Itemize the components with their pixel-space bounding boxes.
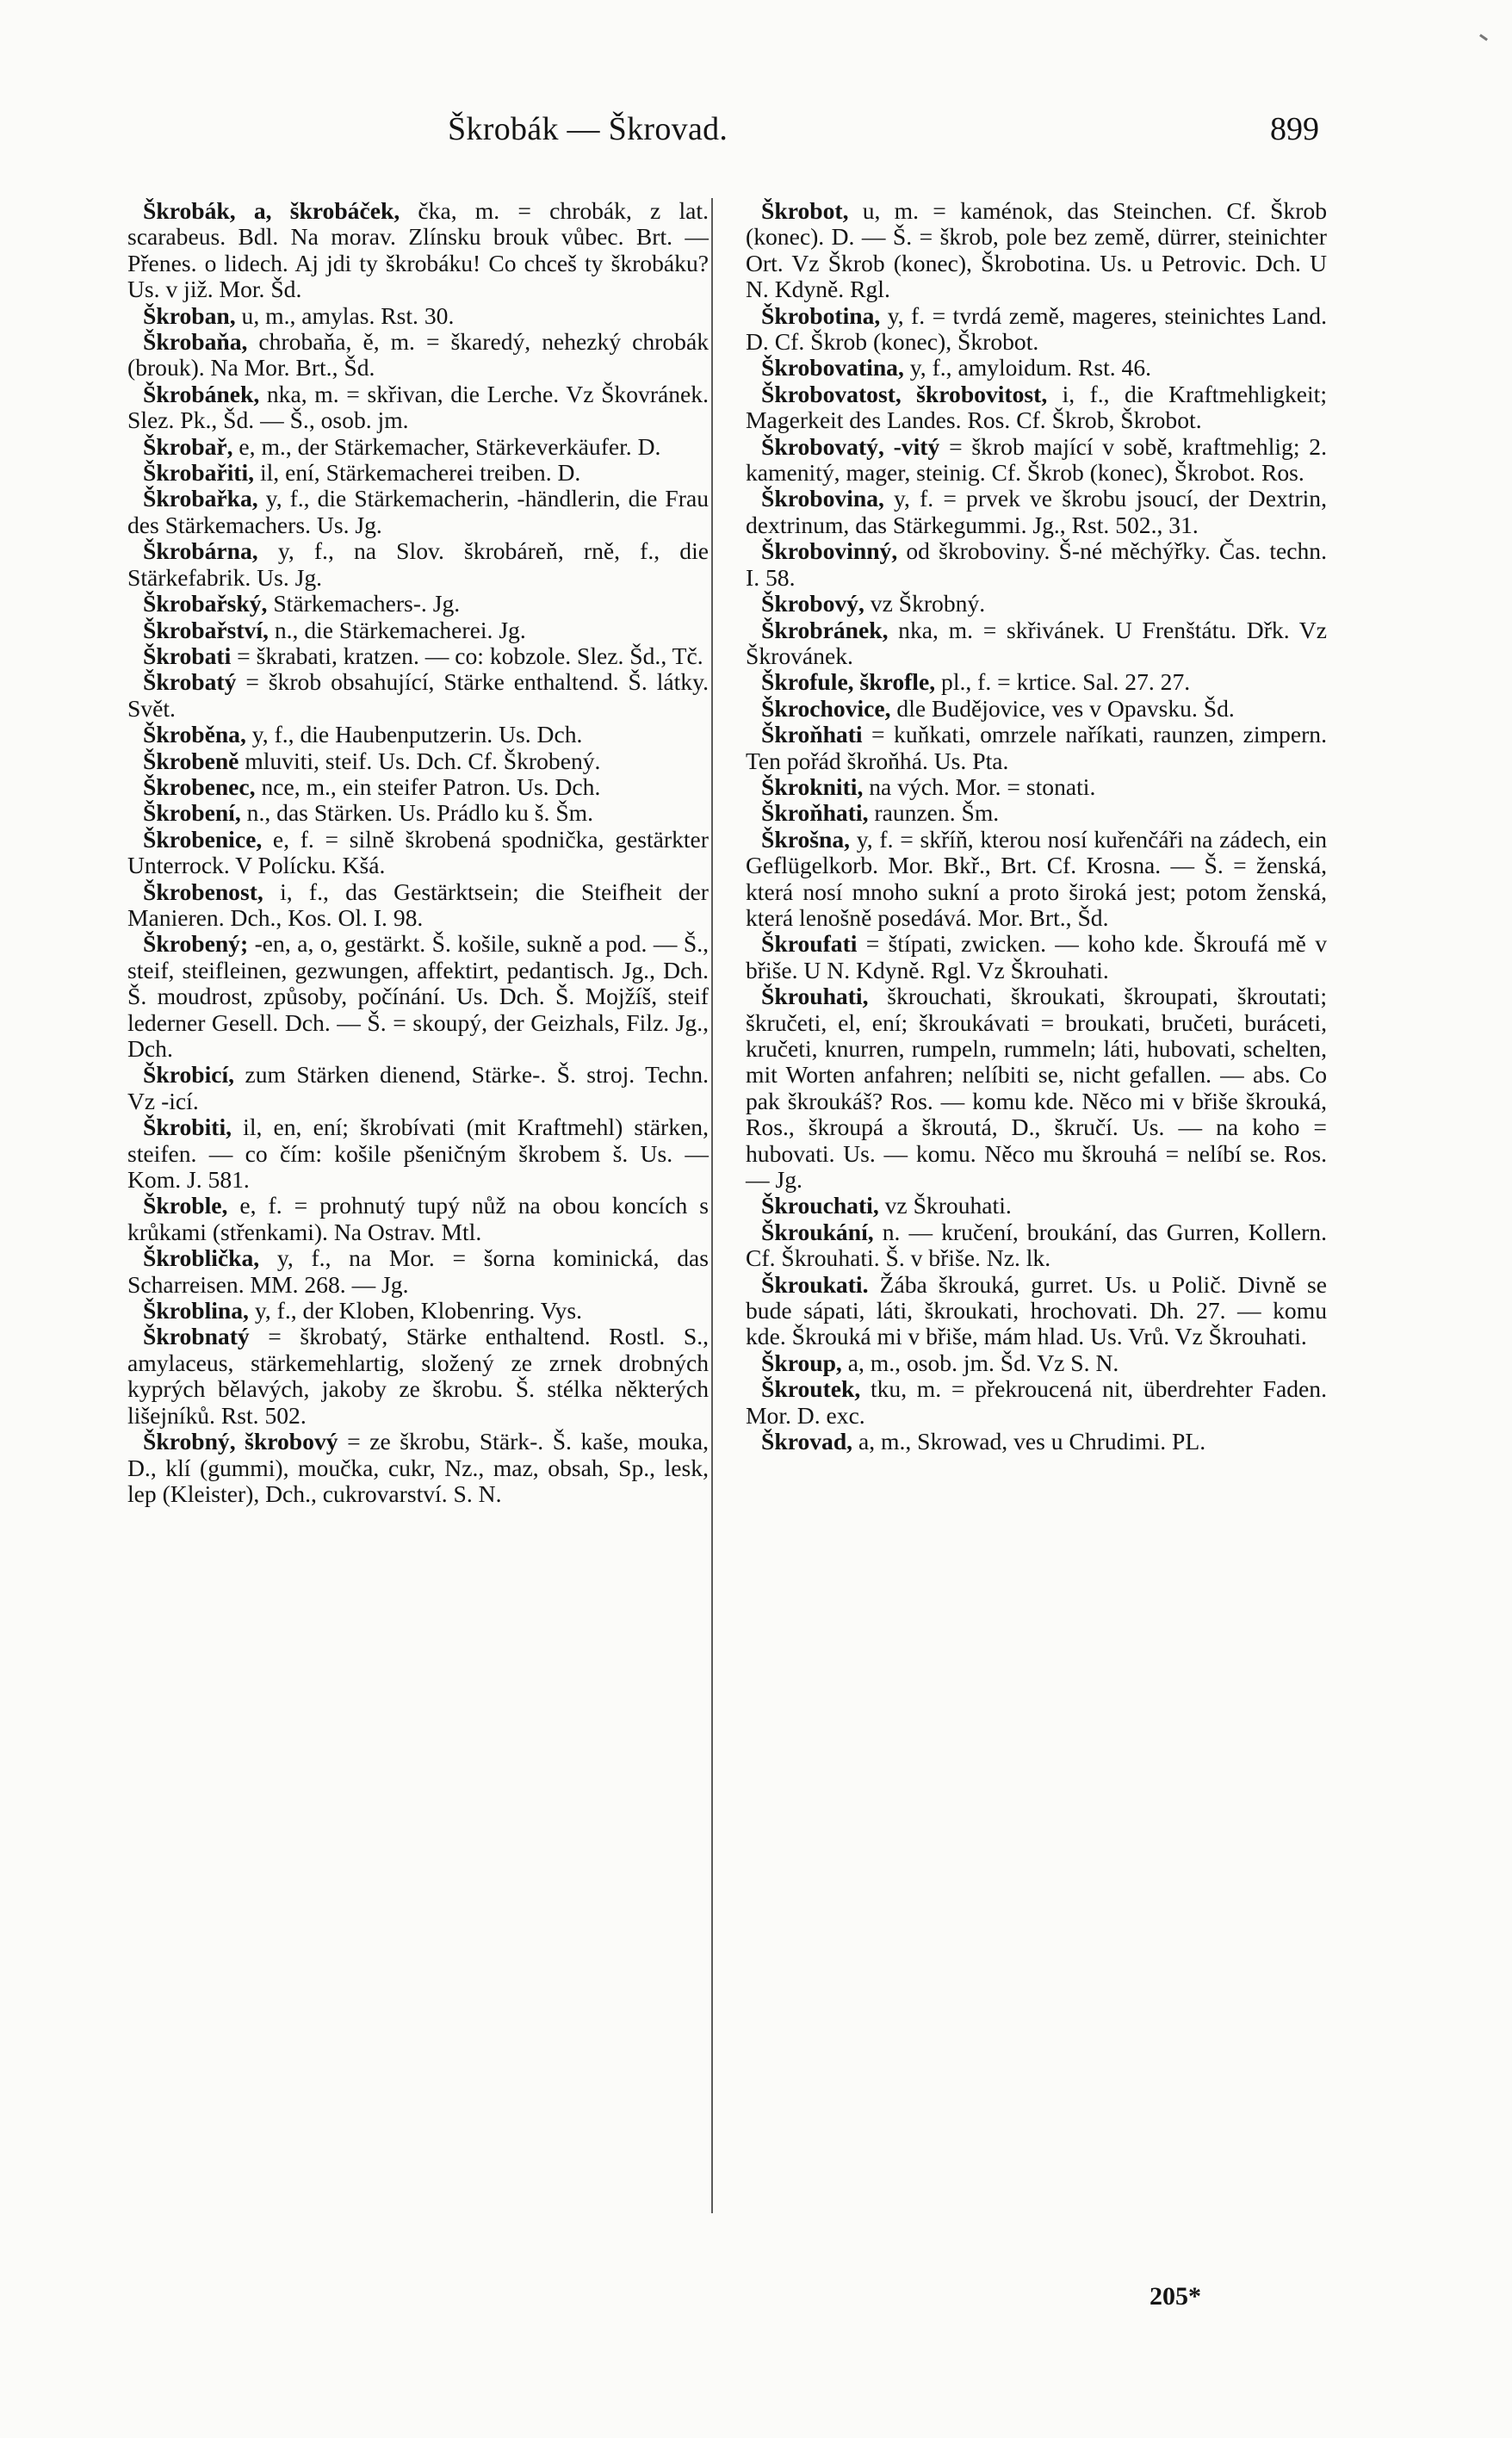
entry-headword: Škrobenice, <box>143 825 263 853</box>
entry-headword: Škrobatý <box>143 668 237 696</box>
dictionary-entry <box>746 827 1327 932</box>
entry-headword: Škroňhati, <box>761 799 869 827</box>
entry-body: y, f., amyloidum. Rst. 46. <box>903 354 1152 382</box>
entry-headword: Škrobovatina, <box>761 354 904 382</box>
dictionary-entry <box>127 1114 709 1193</box>
entry-body: a, m., osob. jm. Šd. Vz S. N. <box>841 1349 1119 1376</box>
entry-body: chrobaňa, ě, m. = škaredý, nehezký chrobák (brouk). Na Mor. Brt., Šd. <box>127 328 709 382</box>
entry-headword: Škrobnatý <box>143 1323 250 1350</box>
entry-body: = ze škrobu, Stärk-. Š. kaše, mouka, D., klí (gummi), moučka, cukr, Nz., maz, obsah, Sp., lesk, lep (Kleister), Dch., cukrovarství. S. N. <box>127 1428 709 1507</box>
dictionary-entry <box>127 1062 709 1114</box>
entry-headword: Škrofule, škrofle, <box>761 668 936 696</box>
entry-body: il, en, ení; škrobívati (mit Kraftmehl) stärken, steifen. — co čím: košile pšeničným škrobem š. Us. — Kom. J. 581. <box>127 1114 709 1194</box>
entry-body: e, m., der Stärkemacher, Stärkeverkäufer. D. <box>232 432 661 460</box>
dictionary-entry <box>746 696 1327 722</box>
entry-body: y, f., die Haubenputzerin. Us. Dch. <box>245 721 583 748</box>
dictionary-entry <box>127 1193 709 1245</box>
dictionary-entry <box>746 538 1327 591</box>
entry-headword: Škrobařství, <box>143 616 269 643</box>
entry-body: i, f., die Kraftmehligkeit; Magerkeit des Landes. Ros. Cf. Škrob, Škrobot. <box>746 380 1327 434</box>
entry-body: y, f. = prvek ve škrobu jsoucí, der Dextrin, dextrinum, das Stärkegummi. Jg., Rst. 502., 31. <box>746 485 1327 538</box>
entry-headword: Škrobařiti, <box>143 459 255 487</box>
entry-headword: Škrobení, <box>143 799 241 827</box>
entry-body: -en, a, o, gestärkt. Š. košile, sukně a pod. — Š., steif, steifleinen, gezwungen, affektirt, pedantisch. Jg., Dch. Š. moudrost, způsoby, počínání. Us. Dch. Š. Mojžíš, steif lederner Gesell. Dch. — Š. = skoupý, der Geizhals, Filz. Jg., Dch. <box>127 930 709 1062</box>
entry-body: zum Stärken dienend, Stärke-. Š. stroj. Techn. Vz -icí. <box>127 1061 709 1114</box>
dictionary-entry <box>746 931 1327 983</box>
entry-headword: Škrobaňa, <box>143 328 248 356</box>
entry-headword: Škrobák, a, škrobáček, <box>143 197 400 224</box>
entry-headword: Škrovad, <box>761 1428 853 1455</box>
dictionary-entry <box>127 303 709 329</box>
entry-headword: Škrobotina, <box>761 301 881 329</box>
entry-body: = škrob obsahující, Stärke enthaltend. Š. látky. Svět. <box>127 668 709 722</box>
dictionary-entry <box>746 1219 1327 1272</box>
entry-headword: Škrochovice, <box>761 694 891 722</box>
dictionary-entry <box>127 382 709 434</box>
dictionary-entry <box>127 669 709 722</box>
entry-headword: Škrobený; <box>143 930 249 958</box>
entry-body: nce, m., ein steifer Patron. Us. Dch. <box>255 772 601 800</box>
entry-headword: Škrobenec, <box>143 772 256 800</box>
dictionary-entry <box>746 1429 1327 1455</box>
entry-headword: Škroble, <box>143 1192 228 1219</box>
entry-body: dle Budějovice, ves v Opavsku. Šd. <box>890 694 1235 722</box>
dictionary-entry <box>127 486 709 538</box>
dictionary-entry <box>127 591 709 617</box>
dictionary-entry <box>746 1272 1327 1350</box>
entry-body: e, f. = silně škrobená spodnička, gestärkter Unterrock. V Polícku. Kšá. <box>127 825 709 879</box>
entry-headword: Škrobicí, <box>143 1061 235 1089</box>
dictionary-entry <box>746 774 1327 800</box>
entry-headword: Škrobařský, <box>143 590 268 617</box>
entry-headword: Škroblička, <box>143 1244 260 1272</box>
entry-body: y, f., der Kloben, Klobenring. Vys. <box>248 1297 582 1324</box>
entry-body: e, f. = prohnutý tupý nůž na obou koncích s krůkami (střenkami). Na Ostrav. Mtl. <box>127 1192 709 1245</box>
entry-headword: Škroufati <box>761 930 858 958</box>
entry-body: Žába škrouká, gurret. Us. u Polič. Divně se bude sápati, láti, škroukati, hrochovati. Dh. 27. — komu kde. Škrouká mi v břiše, mám hlad. Us. Vrů. Vz Škrouhati. <box>746 1270 1327 1350</box>
entry-headword: Škrobárna, <box>143 537 258 565</box>
entry-headword: Škrobovina, <box>761 485 884 512</box>
dictionary-entry <box>127 643 709 669</box>
dictionary-entry <box>127 617 709 643</box>
entry-body: a, m., Skrowad, ves u Chrudimi. PL. <box>852 1428 1206 1455</box>
entry-headword: Škrobeně <box>143 747 239 774</box>
dictionary-entry <box>127 800 709 826</box>
entry-headword: Škrobot, <box>761 197 849 224</box>
column-divider <box>711 198 713 2213</box>
dictionary-entry <box>746 983 1327 1193</box>
dictionary-entry <box>746 722 1327 774</box>
entry-headword: Škrouchati, <box>761 1192 879 1219</box>
entry-headword: Škroukati. <box>761 1270 869 1298</box>
dictionary-entry <box>746 434 1327 487</box>
entry-headword: Škrobánek, <box>143 380 260 407</box>
entry-body: čka, m. = chrobák, z lat. scarabeus. Bdl. Na morav. Zlínsku brouk vůbec. Brt. — Přenes. o lidech. Aj jdi ty škrobáku! Co chceš ty škrobáku? Us. v již. Mor. Šd. <box>127 197 709 303</box>
entry-headword: Škrobovatost, škrobovitost, <box>761 380 1048 407</box>
page-header <box>0 110 1512 165</box>
entry-body: u, m. = kaménok, das Steinchen. Cf. Škrob (konec). D. — Š. = škrob, pole bez země, dürrer, steinichter Ort. Vz Škrob (konec), Škrobotina. Us. u Petrovic. Dch. U N. Kdyně. Rgl. <box>746 197 1327 303</box>
entry-headword: Škroukání, <box>761 1218 874 1245</box>
entry-body: raunzen. Šm. <box>868 799 1000 827</box>
entry-headword: Škrouhati, <box>761 983 869 1010</box>
entry-body: y, f. = tvrdá země, mageres, steinichtes Land. D. Cf. Škrob (konec), Škrobot. <box>746 301 1327 356</box>
dictionary-entry <box>127 827 709 879</box>
entry-body: n. — kručení, broukání, das Gurren, Kollern. Cf. Škrouhati. Š. v břiše. Nz. lk. <box>746 1218 1327 1272</box>
entry-headword: Škrobránek, <box>761 616 889 643</box>
dictionary-entry <box>127 1245 709 1298</box>
entry-headword: Škrobný, škrobový <box>143 1428 338 1455</box>
dictionary-entry <box>127 538 709 591</box>
entry-body: vz Škrouhati. <box>878 1192 1012 1219</box>
entry-headword: Škrobový, <box>761 590 864 617</box>
entry-headword: Škrobař, <box>143 432 233 460</box>
entry-body: n., die Stärkemacherei. Jg. <box>268 616 526 643</box>
entry-body: il, ení, Stärkemacherei treiben. D. <box>254 459 581 487</box>
entry-headword: Škroblina, <box>143 1297 249 1324</box>
dictionary-entry <box>746 617 1327 670</box>
entry-headword: Škrobiti, <box>143 1114 232 1141</box>
entry-headword: Škrošna, <box>761 825 851 853</box>
entry-headword: Škrobenost, <box>143 878 263 905</box>
entry-body: pl., f. = krtice. Sal. 27. 27. <box>935 668 1191 696</box>
signature-mark: 205* <box>1149 2282 1201 2311</box>
dictionary-entry <box>127 1298 709 1324</box>
dictionary-entry <box>746 198 1327 303</box>
dictionary-entry <box>746 800 1327 826</box>
dictionary-entry <box>746 591 1327 617</box>
dictionary-entry <box>746 1193 1327 1219</box>
entry-body: = štípati, zwicken. — koho kde. Škroufá mě v břiše. U N. Kdyně. Rgl. Vz Škrouhati. <box>746 930 1327 983</box>
dictionary-entry <box>746 355 1327 381</box>
entry-body: Stärkemachers-. Jg. <box>267 590 461 617</box>
dictionary-entry <box>746 486 1327 538</box>
dictionary-entry <box>746 303 1327 356</box>
dictionary-entry <box>127 460 709 486</box>
dictionary-entry <box>127 434 709 460</box>
entry-headword: Škroban, <box>143 301 236 329</box>
dictionary-entry <box>746 1376 1327 1429</box>
entry-body: vz Škrobný. <box>864 590 986 617</box>
entry-body: nka, m. = skřivánek. U Frenštátu. Dřk. Vz Škrovánek. <box>746 616 1327 669</box>
dictionary-entry <box>127 774 709 800</box>
dictionary-entry <box>127 329 709 382</box>
entry-body: = škrabati, kratzen. — co: kobzole. Slez. Šd., Tč. <box>231 642 703 669</box>
dictionary-entry <box>127 748 709 774</box>
entry-body: na vých. Mor. = stonati. <box>863 772 1096 800</box>
entry-headword: Škrobovinný, <box>761 537 898 565</box>
entry-body: y, f. = skříň, kterou nosí kuřenčáři na zádech, ein Geflügelkorb. Mor. Bkř., Brt. Cf. Krosna. — Š. = ženská, která nosí mnoho sukní a proto široká jest; potom ženská, která lenošně posedává. Mor. Brt., Šd. <box>746 825 1327 931</box>
entry-body: y, f., na Slov. škrobáreň, rně, f., die Stärkefabrik. Us. Jg. <box>127 537 709 591</box>
entry-body: = kuňkati, omrzele naříkati, raunzen, zimpern. Ten pořád škroňhá. Us. Pta. <box>746 721 1327 774</box>
entry-body: u, m., amylas. Rst. 30. <box>235 301 455 329</box>
entry-body: n., das Stärken. Us. Prádlo ku š. Šm. <box>240 799 594 827</box>
entry-body: škrouchati, škroukati, škroupati, škroutati; škručeti, el, ení; škroukávati = broukati, bručeti, buráceti, kručeti, knurren, rumpeln, rummeln; láti, hubovati, schelten, mit Worten anfahren; nelíbiti se, nicht gefallen. — abs. Co pak škroukáš? Ros. — komu kde. Něco mi v břiše škrouká, Ros., škroupá a škroutá, D., škručí. Us. — na koho = hubovati. Us. — komu. Něco mu škrouhá = nelíbí se. Ros. — Jg. <box>746 983 1327 1194</box>
running-title: Škrobák — Škrovad. <box>448 111 728 147</box>
entry-body: od škroboviny. Š-né měchýřky. Čas. techn. I. 58. <box>746 537 1327 591</box>
page-number: 899 <box>1270 111 1319 147</box>
scan-mark <box>1479 34 1488 40</box>
entry-body: nka, m. = skřivan, die Lerche. Vz Škovránek. Slez. Pk., Šd. — Š., osob. jm. <box>127 380 709 434</box>
dictionary-entry <box>746 669 1327 695</box>
entry-body: tku, m. = překroucená nit, überdrehter Faden. Mor. D. exc. <box>746 1375 1327 1429</box>
entry-body: = škrob mající v sobě, kraftmehlig; 2. kamenitý, mager, steinig. Cf. Škrob (konec), Škrobot. Ros. <box>746 432 1327 487</box>
entry-body: i, f., das Gestärktsein; die Steifheit der Manieren. Dch., Kos. Ol. I. 98. <box>127 878 709 931</box>
entry-headword: Škrobati <box>143 642 232 669</box>
entry-body: y, f., die Stärkemacherin, -händlerin, die Frau des Stärkemachers. Us. Jg. <box>127 485 709 538</box>
entry-headword: Škroběna, <box>143 721 246 748</box>
entry-headword: Škroutek, <box>761 1375 861 1403</box>
dictionary-entry <box>127 931 709 1062</box>
dictionary-entry <box>127 198 709 303</box>
dictionary-entry <box>746 1350 1327 1376</box>
dictionary-entry <box>127 1324 709 1429</box>
dictionary-entry <box>127 1429 709 1507</box>
entry-body: = škrobatý, Stärke enthaltend. Rostl. S., amylaceus, stärkemehlartig, složený ze zrnek drobných kyprých bělavých, jakoby ze škrobu. Š. stélka některých lišejníků. Rst. 502. <box>127 1323 709 1429</box>
dictionary-entry <box>127 722 709 748</box>
entry-headword: Škroňhati <box>761 721 863 748</box>
entry-headword: Škroup, <box>761 1349 842 1376</box>
right-column <box>746 198 1327 1455</box>
dictionary-entry <box>746 382 1327 434</box>
entry-headword: Škrokniti, <box>761 772 864 800</box>
left-column <box>127 198 709 1507</box>
entry-body: y, f., na Mor. = šorna kominická, das Scharreisen. MM. 268. — Jg. <box>127 1244 709 1298</box>
entry-headword: Škrobovatý, -vitý <box>761 432 940 460</box>
dictionary-entry <box>127 879 709 932</box>
entry-headword: Škrobařka, <box>143 485 258 512</box>
entry-body: mluviti, steif. Us. Dch. Cf. Škrobený. <box>239 747 601 774</box>
